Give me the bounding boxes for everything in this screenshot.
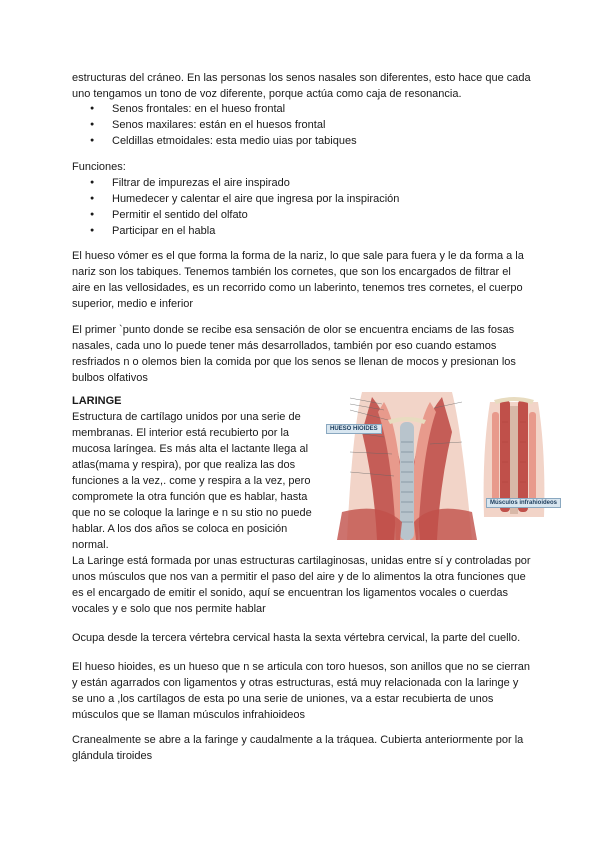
list-item: ● Humedecer y calentar el aire que ingresa por la inspiración	[90, 191, 532, 207]
olor-text: El primer `punto donde se recibe esa sensación de olor se encuentra enciams de las fosas nasales, cada uno lo puede tener más desarrollados, también por eso cuando estamos resfriados n o olemos bien la comida por que los senos se llenan de mocos y presionan los bulbos olfativos	[72, 324, 516, 384]
laringe-text: Estructura de cartílago unidos por una serie de membranas. El interior está recubierto por la mucosa laríngea. Es más alta el lactante llega al atlas(mama y respira), por que realiza las dos funciones a la vez,. come y respira a la vez, pero compromete la otra función que es hablar, hasta que no se coloque la laringe e n su stio no puede hablar. A los dos años se coloca en posición normal.	[72, 411, 312, 551]
list-item: ● Senos frontales: en el hueso frontal	[90, 101, 532, 117]
neck-anatomy-figure	[322, 392, 558, 540]
formada-paragraph	[72, 553, 532, 617]
vomer-text: El hueso vómer es el que forma la forma de la nariz, lo que sale para fuera y le da forma a la nariz son los tabiques. Tenemos también los cornetes, que son los encargados de filtrar el aire en las vellosidades, es un recorrido como un laberinto, tenemos tres cornetes, el cuerpo superior, medio e inferior	[72, 250, 524, 310]
list-item: ● Celdillas etmoidales: esta medio uias por tabiques	[90, 133, 532, 149]
intro-text: estructuras del cráneo. En las personas los senos nasales son diferentes, esto hace que cada uno tengamos un tono de voz diferente, porque actúa como caja de resonancia.	[72, 72, 531, 100]
funciones-title: Funciones:	[72, 161, 126, 173]
final-paragraph	[72, 732, 532, 764]
list-item: ● Participar en el habla	[90, 223, 532, 239]
vomer-paragraph	[72, 248, 532, 312]
final-text: Cranealmente se abre a la faringe y caudalmente a la tráquea. Cubierta anteriormente por la glándula tiroides	[72, 734, 524, 762]
intro-paragraph	[72, 70, 532, 102]
list-item: ● Filtrar de impurezas el aire inspirado	[90, 175, 532, 191]
list-item: ● Senos maxilares: están en el huesos frontal	[90, 117, 532, 133]
hioides-text: El hueso hioides, es un hueso que n se articula con toro huesos, son anillos que no se cierran y están agarrados con ligamentos y otras estructuras, está muy relacionada con la laringe y se uno a ,los cartílagos de esta po una serie de uniones, va a estar recubierta de unos músculos que se llaman músculos infrahioideos	[72, 661, 531, 721]
olor-paragraph	[72, 322, 532, 386]
formada-text: La Laringe está formada por unas estructuras cartilaginosas, unidas entre sí y controladas por unos músculos que nos van a permitir el paso del aire y de lo alimentos la otra funciones que es el encargado de emitir el sonido, aquí se encuentran los ligamentos vocales o cuerdas vocales y e solo que nos permite hablar	[72, 555, 531, 615]
neck-anatomy-illustration	[322, 392, 550, 540]
funciones-section	[72, 159, 532, 239]
laringe-heading: LARINGE	[72, 395, 122, 407]
list-item: ● Permitir el sentido del olfato	[90, 207, 532, 223]
musculos-infrahioideos-tag: Músculos infrahioideos	[486, 498, 561, 508]
laringe-section	[72, 393, 320, 553]
hioides-paragraph	[72, 659, 532, 723]
hueso-hioides-tag: HUESO HIOIDES	[326, 424, 382, 434]
senos-list	[72, 101, 532, 149]
ocupa-text: Ocupa desde la tercera vértebra cervical hasta la sexta vértebra cervical, la parte del cuello.	[72, 632, 521, 644]
ocupa-paragraph	[72, 630, 532, 646]
